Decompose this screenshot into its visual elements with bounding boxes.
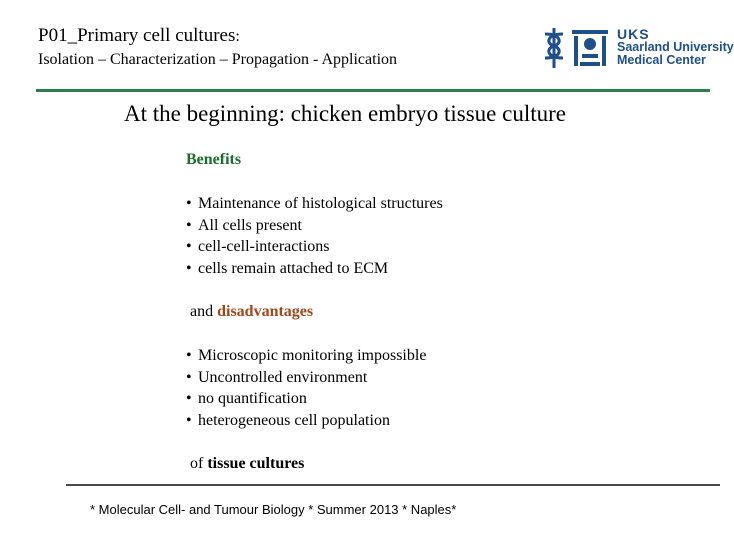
header-title-text: P01_Primary cell cultures: [38, 25, 236, 46]
list-item: [186, 410, 426, 432]
logo-line-2: Medical Center: [617, 53, 706, 67]
list-item: [186, 236, 443, 258]
list-item-text: no quantification: [198, 390, 307, 408]
uks-logo: [540, 24, 734, 74]
disadvantages-heading: [190, 302, 313, 322]
list-item: [186, 258, 443, 280]
bullet-icon: •: [186, 259, 192, 277]
list-item: [186, 388, 426, 410]
slide-title: At the beginning: chicken embryo tissue culture: [124, 101, 566, 126]
bullet-icon: •: [186, 238, 192, 256]
uks-caduceus-building-icon: [540, 24, 612, 72]
list-item-text: All cells present: [198, 216, 302, 234]
disadvantages-label: disadvantages: [217, 303, 314, 320]
bullet-icon: •: [186, 390, 192, 408]
logo-abbr: UKS: [617, 26, 650, 42]
bullet-icon: •: [186, 368, 192, 386]
closing-heading: [190, 454, 304, 474]
list-item: [186, 345, 426, 367]
header-title-colon: :: [235, 28, 240, 45]
closing-prefix: of: [190, 455, 208, 472]
list-item-text: Maintenance of histological structures: [198, 195, 443, 212]
disadvantages-list: [186, 345, 426, 431]
list-item-text: cell-cell-interactions: [198, 238, 330, 256]
bullet-icon: •: [186, 411, 192, 429]
header-rule: [36, 89, 710, 92]
list-item: [186, 367, 426, 389]
header-title: [38, 25, 240, 48]
bullet-icon: •: [186, 216, 192, 234]
list-item-text: Uncontrolled environment: [198, 368, 368, 386]
list-item: [186, 193, 443, 215]
benefits-heading: Benefits: [186, 151, 242, 168]
list-item: [186, 215, 443, 237]
list-item-text: cells remain attached to ECM: [198, 259, 389, 277]
footer-text: * Molecular Cell- and Tumour Biology * Summer 2013 * Naples*: [90, 502, 457, 517]
list-item-text: Microscopic monitoring impossible: [198, 347, 427, 364]
logo-line-1: Saarland University: [617, 40, 734, 54]
benefits-list: [186, 193, 443, 279]
bullet-icon: •: [186, 195, 192, 212]
header-subtitle: Isolation – Characterization – Propagation - Application: [38, 51, 398, 68]
disadvantages-prefix: and: [190, 303, 218, 320]
list-item-text: heterogeneous cell population: [198, 411, 390, 429]
closing-label: tissue cultures: [207, 455, 305, 472]
footer-rule: [66, 484, 720, 486]
bullet-icon: •: [186, 347, 192, 364]
uks-logo-text: [617, 28, 734, 67]
